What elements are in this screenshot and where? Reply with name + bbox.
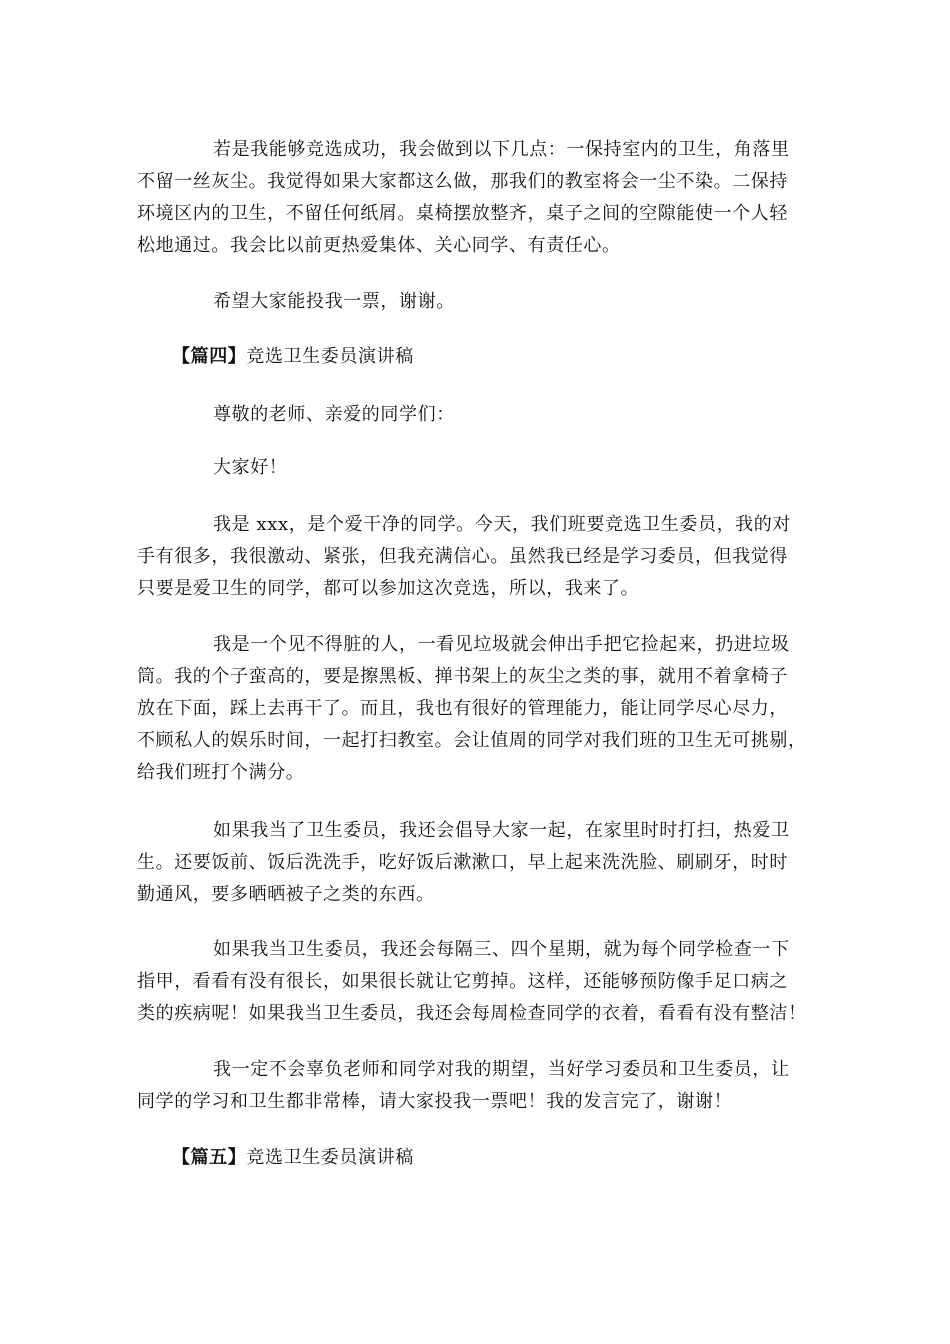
paragraph-4-line-1: 我是一个见不得脏的人，一看见垃圾就会伸出手把它捡起来，扔进垃圾 [213,634,790,655]
paragraph-3-line-1: 我是 xxx，是个爱干净的同学。今天，我们班要竞选卫生委员，我的对 [213,514,791,535]
paragraph-5-line-1: 如果我当了卫生委员，我还会倡导大家一起，在家里时时打扫，热爱卫 [213,820,790,841]
paragraph-4-line-5: 给我们班打个满分。 [137,762,305,783]
paragraph-4-line-4: 不顾私人的娱乐时间，一起打扫教室。会让值周的同学对我们班的卫生无可挑剔， [137,730,807,751]
paragraph-7-line-2: 同学的学习和卫生都非常棒，请大家投我一票吧！我的发言完了，谢谢！ [137,1091,733,1112]
paragraph-3-line-2: 手有很多，我很激动、紧张，但我充满信心。虽然我已经是学习委员，但我觉得 [137,546,788,567]
paragraph-5-line-2: 生。还要饭前、饭后洗洗手，吃好饭后漱漱口，早上起来洗洗脸、刷刷牙，时时 [137,852,788,873]
section-4-heading [172,344,414,370]
paragraph-1-line-2: 不留一丝灰尘。我觉得如果大家都这么做，那我们的教室将会一尘不染。二保持 [137,171,788,192]
paragraph-3-line-3: 只要是爱卫生的同学，都可以参加这次竞选，所以，我来了。 [137,578,640,599]
greeting: 大家好！ [213,457,288,478]
salutation: 尊敬的老师、亲爱的同学们： [213,404,455,425]
paragraph-1-line-3: 环境区内的卫生，不留任何纸屑。桌椅摆放整齐，桌子之间的空隙能使一个人轻 [137,203,788,224]
paragraph-6-line-3: 类的疾病呢！如果我当卫生委员，我还会每周检查同学的衣着，看看有没有整洁！ [137,1003,807,1024]
section-4-marker: 【篇四】 [172,346,247,367]
paragraph-1-line-4: 松地通过。我会比以前更热爱集体、关心同学、有责任心。 [137,235,621,256]
paragraph-4-line-3: 放在下面，踩上去再干了。而且，我也有很好的管理能力，能让同学尽心尽力， [137,698,788,719]
paragraph-6-line-1: 如果我当卫生委员，我还会每隔三、四个星期，就为每个同学检查一下 [213,939,790,960]
paragraph-2: 希望大家能投我一票，谢谢。 [213,291,455,312]
section-5-title: 竞选卫生委员演讲稿 [246,1147,414,1168]
paragraph-5-line-3: 勤通风，要多晒晒被子之类的东西。 [137,884,435,905]
section-5-marker: 【篇五】 [172,1147,247,1168]
section-4-title: 竞选卫生委员演讲稿 [246,346,414,367]
paragraph-7-line-1: 我一定不会辜负老师和同学对我的期望，当好学习委员和卫生委员，让 [213,1059,790,1080]
paragraph-6-line-2: 指甲，看看有没有很长，如果很长就让它剪掉。这样，还能够预防像手足口病之 [137,971,788,992]
paragraph-4-line-2: 筒。我的个子蛮高的，要是擦黑板、掸书架上的灰尘之类的事，就用不着拿椅子 [137,666,788,687]
section-5-heading [172,1145,414,1171]
paragraph-1-line-1: 若是我能够竞选成功，我会做到以下几点：一保持室内的卫生，角落里 [213,139,790,160]
